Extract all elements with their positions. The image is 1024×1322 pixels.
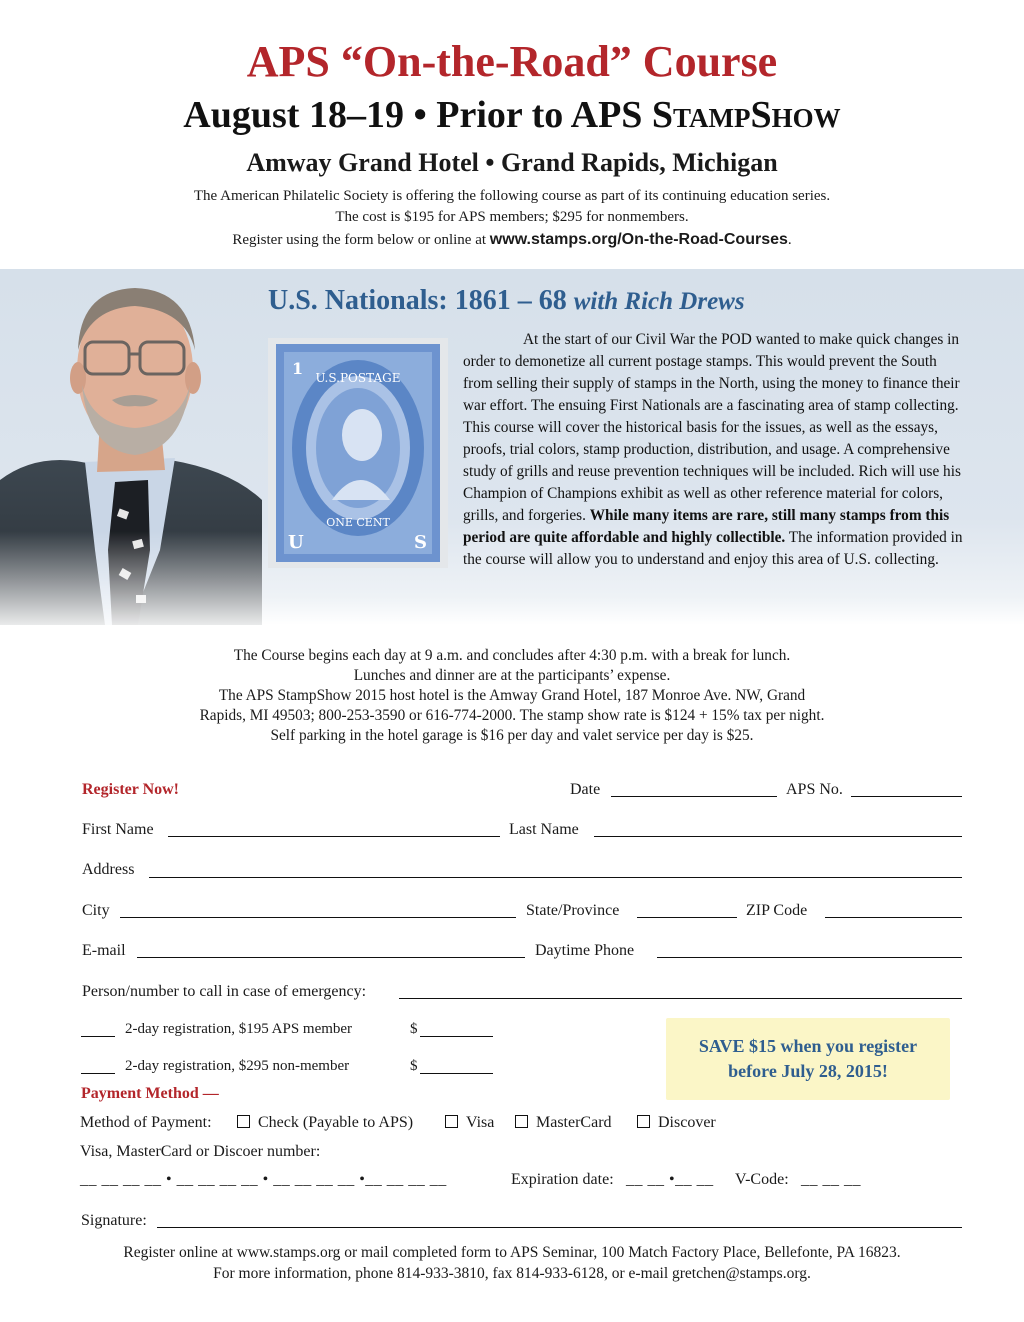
reg-member-qty-field[interactable]	[81, 1036, 115, 1037]
first-name-label: First Name	[82, 821, 154, 838]
vcode-field[interactable]: __ __ __	[801, 1171, 861, 1188]
intro-line-3-suffix: .	[787, 232, 792, 248]
date-label: Date	[570, 781, 601, 798]
reg-nonmember-dollar: $	[410, 1058, 418, 1074]
course-description-main: At the start of our Civil War the POD wanted to make quick changes in order to demonetize all current postage stamps. This would prevent the South from selling their supply of stamps in the North, using the money to finance their war effort. The ensuing First Nationals are a fascinating area of stamp collecting. This course will cover the historical basis for the issues, as well as the essays, proofs, trial colors, stamp production, distribution, and usage. A comprehensive study of grills and reuse prevention techniques will be included. Rich will use his Champion of Champions exhibit as well as other reference material for colors, grills, and forgeries.	[463, 331, 961, 524]
course-description-highlight: While many items are rare, still many stamps from this period are quite affordable and highly collectible.	[463, 507, 950, 546]
details-line-2: Lunches and dinner are at the participants’ expense.	[353, 667, 671, 684]
check-checkbox[interactable]	[237, 1115, 250, 1128]
stamp-image	[262, 330, 457, 575]
reg-nonmember-qty-field[interactable]	[81, 1073, 115, 1074]
option-discover-label: Discover	[658, 1114, 716, 1131]
first-name-field[interactable]	[168, 836, 500, 837]
reg-member-amount-field[interactable]	[420, 1036, 493, 1037]
footer-line-2: For more information, phone 814-933-3810, fax 814-933-6128, or e-mail gretchen@stamps.org.	[213, 1265, 811, 1282]
course-title	[268, 282, 968, 321]
stamp-corner-1: 1	[292, 359, 304, 378]
email-label: E-mail	[82, 942, 126, 959]
course-name: U.S. Nationals: 1861 – 68	[268, 285, 574, 316]
option-check-label: Check (Payable to APS)	[258, 1114, 414, 1131]
promo-line-2: before July 28, 2015!	[728, 1061, 888, 1081]
course-description-end: The information provided in the course will allow you to understand and enjoy this area of U.S. collecting.	[463, 529, 963, 568]
city-field[interactable]	[120, 917, 516, 918]
daytime-phone-field[interactable]	[657, 957, 962, 958]
card-number-label: Visa, MasterCard or Discoer number:	[80, 1143, 321, 1160]
details-line-1: The Course begins each day at 9 a.m. and concludes after 4:30 p.m. with a break for lunch.	[233, 647, 791, 664]
details-line-4: Rapids, MI 49503; 800-253-3590 or 616-774-2000. The stamp show rate is $124 + 15% tax per night.	[199, 707, 825, 724]
aps-no-label: APS No.	[786, 781, 843, 798]
stamp-top-text: U.S.POSTAGE	[315, 371, 401, 385]
option-mastercard-label: MasterCard	[536, 1114, 612, 1131]
option-mastercard[interactable]	[515, 1112, 612, 1134]
option-check[interactable]	[237, 1112, 413, 1134]
email-field[interactable]	[137, 957, 525, 958]
page-title: APS “On-the-Road” Course	[246, 37, 778, 86]
course-instructor: with Rich Drews	[573, 288, 745, 315]
last-name-field[interactable]	[594, 836, 962, 837]
reg-nonmember-amount-field[interactable]	[420, 1073, 493, 1074]
promo-line-1: SAVE $15 when you register	[698, 1036, 918, 1056]
last-name-label: Last Name	[509, 821, 579, 838]
vcode-label: V-Code:	[735, 1171, 789, 1188]
card-number-field[interactable]: __ __ __ __ • __ __ __ __ • __ __ __ __ •__ __ __ __	[80, 1171, 447, 1188]
expiration-field[interactable]: __ __ •__ __	[626, 1171, 714, 1188]
option-visa-label: Visa	[466, 1114, 495, 1131]
intro-line-1: The American Philatelic Society is offering the following course as part of its continuing education series.	[193, 188, 831, 204]
intro-line-3-prefix: Register using the form below or online at	[232, 232, 490, 248]
signature-field[interactable]	[157, 1227, 962, 1228]
event-dates-text: August 18–19 • Prior to APS	[183, 94, 652, 136]
zip-label: ZIP Code	[746, 902, 808, 919]
mastercard-checkbox[interactable]	[515, 1115, 528, 1128]
stampshow-name: StampShow	[651, 94, 841, 136]
stamp-corner-u: U	[288, 532, 304, 553]
stamp-bottom-text: ONE CENT	[326, 516, 390, 529]
course-url-link[interactable]: www.stamps.org/On-the-Road-Courses	[489, 231, 788, 248]
payment-method-heading: Payment Method —	[81, 1085, 219, 1102]
method-of-payment-label: Method of Payment:	[80, 1114, 212, 1131]
emergency-contact-label: Person/number to call in case of emergency:	[82, 983, 367, 1000]
aps-no-field[interactable]	[851, 796, 962, 797]
details-line-5: Self parking in the hotel garage is $16 per day and valet service per day is $25.	[270, 727, 754, 744]
promo-box	[666, 1018, 950, 1100]
discover-checkbox[interactable]	[637, 1115, 650, 1128]
instructor-portrait	[0, 250, 262, 625]
signature-label: Signature:	[81, 1212, 147, 1229]
emergency-contact-field[interactable]	[399, 998, 962, 999]
zip-field[interactable]	[825, 917, 962, 918]
reg-nonmember-label: 2-day registration, $295 non-member	[125, 1058, 350, 1074]
footer-line-1: Register online at www.stamps.org or mail completed form to APS Seminar, 100 Match Factory Place, Bellefonte, PA 16823.	[123, 1244, 901, 1261]
course-description	[463, 329, 963, 571]
option-visa[interactable]	[445, 1112, 494, 1134]
date-field[interactable]	[611, 796, 777, 797]
state-field[interactable]	[637, 917, 737, 918]
event-venue: Amway Grand Hotel • Grand Rapids, Michigan	[246, 148, 778, 177]
option-discover[interactable]	[637, 1112, 716, 1134]
event-dates	[0, 92, 1024, 138]
address-field[interactable]	[149, 877, 962, 878]
visa-checkbox[interactable]	[445, 1115, 458, 1128]
intro-line-2: The cost is $195 for APS members; $295 for nonmembers.	[335, 209, 689, 225]
state-label: State/Province	[526, 902, 620, 919]
expiration-label: Expiration date:	[511, 1171, 614, 1188]
reg-member-dollar: $	[410, 1021, 418, 1037]
reg-member-label: 2-day registration, $195 APS member	[125, 1021, 353, 1037]
city-label: City	[82, 902, 110, 919]
details-line-3: The APS StampShow 2015 host hotel is the Amway Grand Hotel, 187 Monroe Ave. NW, Grand	[218, 687, 806, 704]
intro-line-3	[0, 230, 1024, 250]
daytime-phone-label: Daytime Phone	[535, 942, 635, 959]
address-label: Address	[82, 861, 135, 878]
stamp-corner-s: S	[414, 532, 427, 553]
register-now-heading: Register Now!	[82, 781, 180, 798]
